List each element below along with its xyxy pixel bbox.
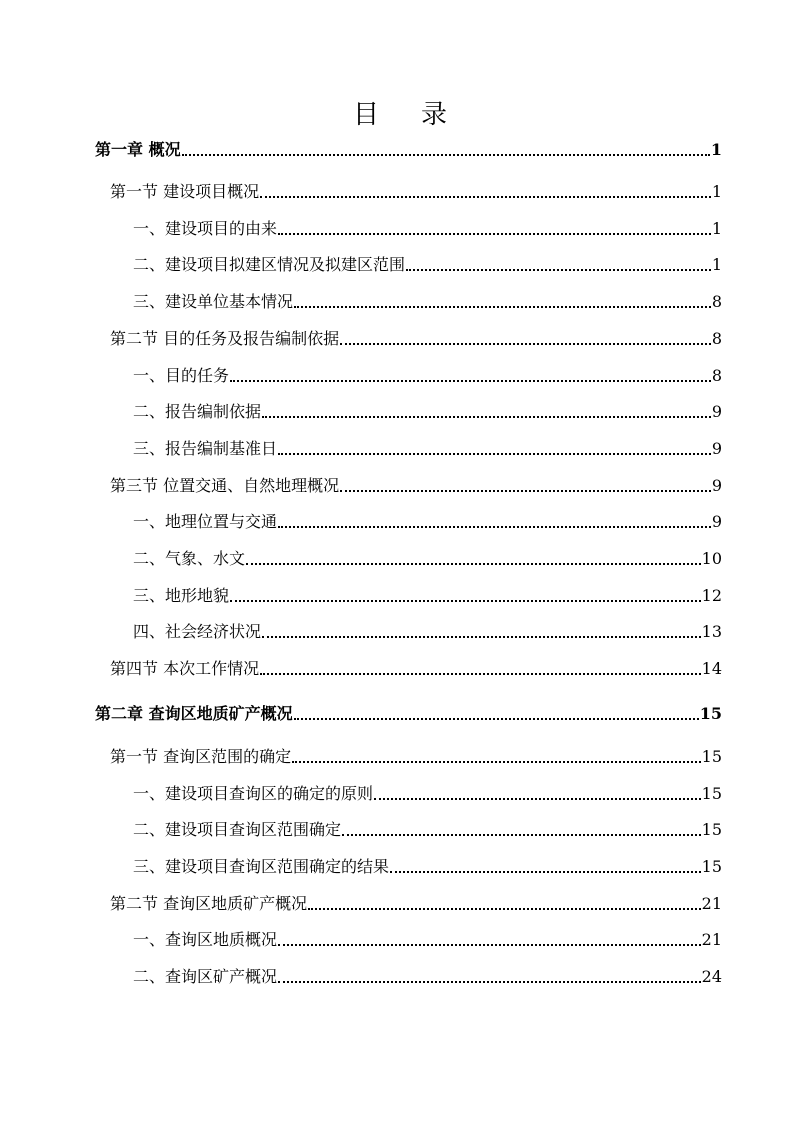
toc-label: 二、气象、水文	[133, 549, 246, 568]
toc-label: 一、地理位置与交通	[133, 512, 278, 531]
dot-leader	[262, 636, 701, 638]
toc-label: 第三节 位置交通、自然地理概况	[110, 476, 340, 495]
toc-page-number: 9	[711, 402, 722, 421]
toc-page-number: 1	[710, 140, 722, 159]
toc-page-number: 10	[701, 549, 722, 568]
toc-page-number: 12	[701, 586, 722, 605]
toc-section-2-2[interactable]	[110, 894, 722, 914]
toc-page-number: 15	[701, 784, 722, 803]
toc-page-number: 14	[701, 659, 722, 678]
toc-item[interactable]	[133, 549, 722, 569]
toc-item[interactable]	[133, 219, 722, 239]
dot-leader	[278, 944, 701, 946]
toc-page-number: 8	[711, 329, 722, 348]
toc-label: 二、查询区矿产概况	[133, 967, 278, 986]
toc-item[interactable]	[133, 784, 722, 804]
dot-leader	[308, 908, 701, 910]
toc-label: 第二章 查询区地质矿产概况	[95, 704, 293, 723]
dot-leader	[390, 871, 701, 873]
toc-page-number: 9	[711, 476, 722, 495]
toc-label: 三、建设项目查询区范围确定的结果	[133, 857, 390, 876]
title-char-right: 录	[421, 100, 448, 130]
toc-item[interactable]	[133, 622, 722, 642]
toc-item[interactable]	[133, 930, 722, 950]
toc-label: 二、建设项目查询区范围确定	[133, 820, 342, 839]
toc-label: 三、报告编制基准日	[133, 439, 278, 458]
dot-leader	[260, 196, 711, 198]
toc-page-number: 1	[711, 255, 722, 274]
toc-item[interactable]	[133, 820, 722, 840]
title-char-left: 目	[352, 100, 379, 130]
toc-label: 第一节 建设项目概况	[110, 182, 260, 201]
toc-label: 第二节 目的任务及报告编制依据	[110, 329, 340, 348]
dot-leader	[340, 490, 711, 492]
toc-item[interactable]	[133, 366, 722, 386]
toc-label: 一、目的任务	[133, 366, 230, 385]
toc-page-number: 15	[699, 704, 722, 723]
toc-page-number: 15	[701, 857, 722, 876]
toc-label: 三、地形地貌	[133, 586, 230, 605]
toc-section-1-3[interactable]	[110, 476, 722, 496]
toc-page-number: 24	[701, 967, 722, 986]
dot-leader	[374, 798, 701, 800]
toc-label: 第一节 查询区范围的确定	[110, 747, 292, 766]
toc-page-number: 8	[711, 292, 722, 311]
dot-leader	[340, 343, 711, 345]
toc-item[interactable]	[133, 857, 722, 877]
toc-page-number: 9	[711, 512, 722, 531]
dot-leader	[342, 834, 701, 836]
toc-page-number: 9	[711, 439, 722, 458]
toc-label: 一、查询区地质概况	[133, 930, 278, 949]
dot-leader	[182, 154, 710, 156]
toc-item[interactable]	[133, 255, 722, 275]
toc-page-number: 15	[701, 747, 722, 766]
dot-leader	[278, 981, 701, 983]
dot-leader	[292, 761, 701, 763]
toc-label: 四、社会经济状况	[133, 622, 262, 641]
toc-page-number: 8	[711, 366, 722, 385]
toc-label: 二、建设项目拟建区情况及拟建区范围	[133, 255, 406, 274]
toc-section-1-4[interactable]	[110, 659, 722, 679]
toc-chapter-2[interactable]	[95, 704, 722, 724]
toc-label: 一、建设项目查询区的确定的原则	[133, 784, 374, 803]
toc-page-number: 21	[701, 930, 722, 949]
toc-item[interactable]	[133, 402, 722, 422]
dot-leader	[406, 269, 711, 271]
dot-leader	[230, 600, 701, 602]
dot-leader	[262, 416, 711, 418]
toc-page-number: 1	[711, 219, 722, 238]
toc-page-number: 21	[701, 894, 722, 913]
toc-page-number: 13	[701, 622, 722, 641]
toc-section-1-1[interactable]	[110, 182, 722, 202]
toc-label: 第一章 概况	[95, 140, 181, 159]
dot-leader	[278, 453, 711, 455]
toc-label: 第二节 查询区地质矿产概况	[110, 894, 308, 913]
dot-leader	[230, 380, 711, 382]
dot-leader	[294, 718, 699, 720]
toc-label: 二、报告编制依据	[133, 402, 262, 421]
toc-item[interactable]	[133, 439, 722, 459]
page-title	[0, 94, 800, 131]
toc-item[interactable]	[133, 967, 722, 987]
toc-label: 一、建设项目的由来	[133, 219, 278, 238]
dot-leader	[246, 563, 701, 565]
toc-item[interactable]	[133, 292, 722, 312]
dot-leader	[278, 526, 711, 528]
toc-label: 三、建设单位基本情况	[133, 292, 294, 311]
toc-item[interactable]	[133, 586, 722, 606]
toc-section-1-2[interactable]	[110, 329, 722, 349]
toc-chapter-1[interactable]	[95, 140, 722, 160]
dot-leader	[278, 233, 711, 235]
toc-label: 第四节 本次工作情况	[110, 659, 260, 678]
toc-page-number: 1	[711, 182, 722, 201]
toc-item[interactable]	[133, 512, 722, 532]
toc-section-2-1[interactable]	[110, 747, 722, 767]
dot-leader	[294, 306, 711, 308]
toc-page-number: 15	[701, 820, 722, 839]
dot-leader	[260, 673, 701, 675]
